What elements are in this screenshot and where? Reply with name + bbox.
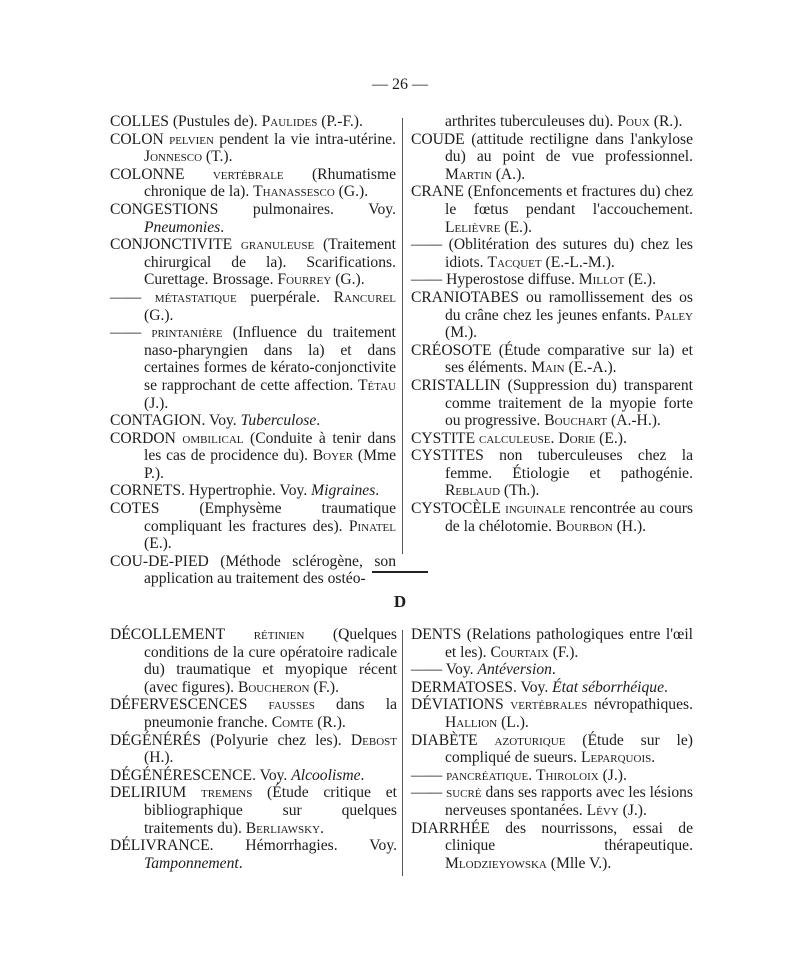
entry-description: non tuberculeuses chez la femme. Étiologie et pathogénie. bbox=[445, 447, 693, 482]
entry-headword: —— bbox=[411, 766, 443, 784]
entry-author: Reblaud bbox=[445, 482, 501, 500]
entry-author: Martin bbox=[445, 165, 492, 183]
entry-description: arthrites tuberculeuses du). bbox=[445, 113, 618, 130]
index-entry bbox=[110, 784, 397, 837]
entry-description: dans la pneumonie franche. bbox=[144, 696, 397, 731]
entry-author: Jonnesco bbox=[144, 148, 203, 166]
entry-author: Courtaix bbox=[490, 643, 549, 661]
column-divider bbox=[402, 118, 403, 554]
entry-initials: (L.). bbox=[497, 713, 529, 731]
entry-headword: DÉLIVRANCE bbox=[110, 837, 210, 855]
entry-initials: (J.). bbox=[144, 394, 169, 412]
entry-description: (Étude sur le) compliqué de sueurs. bbox=[445, 731, 693, 767]
index-column-left-bottom bbox=[110, 626, 397, 872]
index-entry bbox=[110, 732, 397, 767]
entry-qualifier: azoturique bbox=[477, 731, 566, 749]
entry-headword: CYSTOCÈLE bbox=[411, 500, 501, 518]
index-entry bbox=[110, 236, 396, 289]
index-entry bbox=[411, 430, 693, 448]
entry-headword: CONTAGION bbox=[110, 412, 202, 430]
entry-author: Lelièvre bbox=[445, 218, 501, 236]
entry-description: pendent la vie intra-utérine. bbox=[213, 130, 396, 148]
entry-headword: CRISTALLIN bbox=[411, 376, 501, 394]
entry-headword: —— bbox=[411, 784, 443, 802]
entry-initials: (E.). bbox=[500, 218, 532, 236]
index-entry bbox=[411, 271, 693, 289]
entry-initials: (F.). bbox=[548, 643, 579, 661]
entry-headword: COUDE bbox=[411, 130, 465, 148]
entry-description: (Pustules de). bbox=[168, 113, 262, 130]
index-entry bbox=[110, 430, 396, 483]
entry-description: pulmonaires. Voy. bbox=[218, 200, 396, 218]
entry-qualifier: pelvien bbox=[163, 130, 214, 148]
entry-description: . Voy. bbox=[252, 766, 292, 784]
entry-qualifier: printanière bbox=[141, 324, 223, 342]
index-entry bbox=[411, 784, 693, 819]
index-entry bbox=[110, 500, 396, 553]
entry-headword: DIARRHÉE bbox=[411, 819, 490, 837]
index-entry bbox=[110, 553, 396, 588]
entry-qualifier: ombilical bbox=[175, 429, 244, 447]
entry-headword: CONGESTIONS bbox=[110, 200, 219, 218]
entry-cross-reference: État séborrhéique bbox=[552, 678, 665, 696]
index-entry bbox=[110, 767, 397, 785]
entry-description: Voy. bbox=[442, 661, 478, 679]
entry-qualifier: métastatique bbox=[141, 288, 237, 306]
entry-description: des nourrissons, essai de clinique thérapeutique. bbox=[445, 819, 693, 855]
entry-description: dans ses rapports avec les lésions nerveuses spontanées. bbox=[445, 784, 693, 819]
entry-initials: (A.-H.). bbox=[607, 412, 661, 430]
section-separator bbox=[372, 571, 428, 573]
entry-headword: CYSTITES bbox=[411, 447, 484, 465]
entry-initials: . bbox=[220, 218, 225, 236]
index-entry bbox=[411, 289, 693, 342]
index-entry bbox=[110, 696, 397, 731]
entry-author: Boyer bbox=[312, 447, 354, 465]
index-entry bbox=[411, 626, 693, 661]
entry-description: (Étude comparative sur la) et ses éléments. bbox=[445, 341, 693, 377]
entry-headword: COLLES bbox=[110, 113, 169, 130]
entry-headword: DIABÈTE bbox=[411, 731, 478, 749]
entry-headword: DENTS bbox=[411, 626, 462, 643]
entry-headword: CORNETS bbox=[110, 482, 182, 500]
index-entry bbox=[110, 113, 396, 131]
entry-description: (Emphysème traumatique compliquant les fractures des). bbox=[144, 500, 396, 535]
index-column-right-top bbox=[411, 113, 693, 535]
entry-headword: CYSTITE bbox=[411, 429, 476, 447]
index-column-right-bottom bbox=[411, 626, 693, 872]
index-entry bbox=[110, 201, 396, 236]
index-entry bbox=[411, 820, 693, 873]
entry-author: Pinatel bbox=[348, 517, 396, 535]
entry-initials: (R.). bbox=[649, 113, 683, 130]
index-entry bbox=[110, 626, 397, 696]
entry-description: (Polyurie chez les). bbox=[200, 731, 351, 749]
entry-author: Poux bbox=[617, 113, 650, 130]
entry-initials: (R.). bbox=[313, 713, 346, 731]
entry-description: (Rhumatisme chronique de la). bbox=[144, 165, 396, 201]
entry-headword: CRANE bbox=[411, 183, 464, 201]
entry-cross-reference: Pneumonies bbox=[144, 218, 221, 236]
entry-headword: COLONNE bbox=[110, 165, 185, 183]
entry-qualifier: tremens bbox=[186, 784, 253, 802]
entry-author: Debost bbox=[350, 731, 397, 749]
entry-author: Paley bbox=[655, 306, 693, 324]
entry-initials: (H.). bbox=[144, 749, 174, 767]
entry-author: Mlodzieyowska bbox=[445, 854, 547, 872]
entry-description: Hyperostose diffuse. bbox=[442, 271, 579, 289]
entry-initials: (E.). bbox=[595, 429, 627, 447]
index-entry bbox=[110, 837, 397, 872]
entry-author: Fourrey bbox=[277, 271, 332, 289]
entry-cross-reference: Migraines bbox=[311, 482, 376, 500]
entry-author: Boucheron bbox=[237, 678, 310, 696]
entry-description: ou ramollissement des os du crâne chez les jeunes enfants. bbox=[445, 288, 693, 324]
index-entry bbox=[411, 500, 693, 535]
entry-headword: DÉGÉNÉRESCENCE bbox=[110, 766, 253, 784]
entry-initials: (T.). bbox=[202, 148, 233, 166]
entry-initials: . bbox=[320, 819, 324, 837]
entry-initials: (E.). bbox=[624, 271, 657, 289]
entry-initials: (J.). bbox=[598, 766, 627, 784]
entry-author: Thiroloix bbox=[536, 766, 599, 784]
index-entry bbox=[110, 289, 396, 324]
entry-headword: DELIRIUM bbox=[110, 784, 187, 802]
entry-qualifier: pancréatique bbox=[442, 766, 529, 784]
entry-headword: —— bbox=[411, 661, 443, 679]
entry-description: . bbox=[550, 429, 559, 447]
entry-headword: DÉCOLLEMENT bbox=[110, 626, 226, 643]
entry-headword: DÉGÉNÉRÉS bbox=[110, 731, 201, 749]
entry-cross-reference: Tamponnement bbox=[144, 854, 239, 872]
entry-qualifier: sucré bbox=[442, 784, 482, 802]
index-entry bbox=[411, 767, 693, 785]
entry-headword: COU-DE-PIED bbox=[110, 552, 209, 570]
entry-initials: (M.). bbox=[445, 324, 478, 342]
entry-initials: (E.-A.). bbox=[564, 359, 617, 377]
entry-initials: (H.). bbox=[612, 517, 647, 535]
entry-headword: —— bbox=[110, 288, 142, 306]
entry-headword: DÉFERVESCENCES bbox=[110, 696, 248, 714]
entry-initials: . bbox=[375, 482, 380, 500]
entry-description: (Étude critique et bibliographique sur quelques traitements du). bbox=[144, 784, 397, 837]
index-entry bbox=[411, 342, 693, 377]
entry-description: rencontrée au cours de la chélotomie. bbox=[445, 500, 694, 535]
entry-author: Lévy bbox=[586, 801, 619, 819]
entry-initials: . bbox=[664, 678, 668, 696]
entry-author: Millot bbox=[578, 271, 625, 289]
entry-initials: . bbox=[316, 412, 321, 430]
section-letter: D bbox=[393, 592, 407, 611]
entry-headword: CONJONCTIVITE bbox=[110, 236, 233, 254]
entry-cross-reference: Alcoolisme bbox=[291, 766, 361, 784]
index-entry bbox=[110, 166, 396, 201]
entry-description: (Oblitération des sutures du) chez les idiots. bbox=[442, 236, 693, 271]
entry-cross-reference: Tuberculose bbox=[240, 412, 317, 430]
index-entry bbox=[110, 482, 396, 500]
entry-description: (attitude rectiligne dans l'ankylose du) au point de vue professionnel. bbox=[445, 130, 693, 166]
entry-initials: (G.). bbox=[144, 306, 174, 324]
entry-description: . Hémorrhagies. Voy. bbox=[209, 837, 397, 855]
entry-description: (Relations pathologiques entre l'œil et les). bbox=[445, 626, 693, 661]
entry-description: . Voy. bbox=[201, 412, 241, 430]
entry-author: Berliawsky bbox=[245, 819, 321, 837]
entry-initials: . bbox=[238, 854, 243, 872]
entry-description: névropathiques. bbox=[587, 696, 693, 714]
entry-qualifier: calculeuse bbox=[475, 429, 551, 447]
entry-description: (Conduite à tenir dans les cas de procidence du). bbox=[144, 429, 396, 465]
entry-headword: COLON bbox=[110, 130, 164, 148]
entry-initials: (Mlle V.). bbox=[546, 854, 612, 872]
entry-qualifier: fausses bbox=[247, 696, 315, 714]
entry-headword: COTES bbox=[110, 500, 160, 518]
entry-initials: (F.). bbox=[309, 678, 339, 696]
index-entry bbox=[411, 679, 693, 697]
entry-cross-reference: Antéversion bbox=[477, 661, 552, 679]
entry-author: Main bbox=[531, 359, 565, 377]
index-entry bbox=[411, 113, 693, 131]
entry-author: Paulides bbox=[261, 113, 318, 130]
entry-initials: (G.). bbox=[334, 183, 369, 201]
index-entry bbox=[110, 412, 396, 430]
entry-author: Leparquois bbox=[580, 749, 652, 767]
entry-author: Comte bbox=[271, 713, 314, 731]
entry-qualifier: inguinale bbox=[500, 500, 566, 518]
entry-headword: —— bbox=[411, 236, 443, 254]
entry-qualifier: rétinien bbox=[225, 626, 305, 643]
entry-initials: (E.). bbox=[144, 535, 172, 553]
entry-initials: (E.-L.-M.). bbox=[541, 253, 615, 271]
entry-author: Bouchart bbox=[544, 412, 608, 430]
index-column-left-top bbox=[110, 113, 396, 588]
entry-headword: —— bbox=[110, 324, 142, 342]
entry-initials: (A.). bbox=[491, 165, 526, 183]
entry-qualifier: vertébrale bbox=[184, 165, 284, 183]
entry-headword: CRÉOSOTE bbox=[411, 341, 492, 359]
entry-author: Thanassesco bbox=[253, 183, 335, 201]
entry-initials: (J.). bbox=[618, 801, 647, 819]
index-entry bbox=[411, 183, 693, 236]
column-divider bbox=[402, 630, 403, 876]
entry-headword: DÉVIATIONS bbox=[411, 696, 504, 714]
entry-description: puerpérale. bbox=[236, 288, 334, 306]
index-entry bbox=[411, 236, 693, 271]
entry-description: (Suppression du) transparent comme traitement de la myopie forte ou progressive. bbox=[445, 376, 693, 430]
index-entry bbox=[110, 324, 396, 412]
entry-description: . bbox=[528, 766, 536, 784]
entry-author: Tétau bbox=[358, 376, 396, 394]
entry-description: (Influence du traitement naso-pharyngien dans la) et dans certaines formes de kérato-conjonctivite se rapprochant de cette affection. bbox=[144, 324, 396, 394]
page-number: — 26 — bbox=[372, 76, 428, 93]
entry-description: . Voy. bbox=[512, 678, 553, 696]
entry-author: Dorie bbox=[558, 429, 596, 447]
index-entry bbox=[411, 131, 693, 184]
entry-headword: DERMATOSES bbox=[411, 678, 513, 696]
entry-description: (Enfoncements et fractures du) chez le fœtus pendant l'accouchement. bbox=[445, 183, 693, 218]
entry-author: Rancurel bbox=[333, 288, 396, 306]
entry-initials: . bbox=[551, 661, 556, 679]
entry-description: (Quelques conditions de la cure opératoire radicale du) traumatique et myopique récent (avec figures). bbox=[144, 626, 397, 696]
entry-initials: (Mme P.). bbox=[144, 447, 396, 482]
entry-qualifier: vertébrales bbox=[503, 696, 588, 714]
entry-qualifier: granuleuse bbox=[232, 236, 315, 254]
entry-initials: (Th.). bbox=[500, 482, 540, 500]
index-entry bbox=[411, 377, 693, 430]
entry-author: Bourbon bbox=[555, 517, 613, 535]
entry-headword: CORDON bbox=[110, 429, 176, 447]
entry-initials: (G.). bbox=[331, 271, 365, 289]
entry-description: (Traitement chirurgical de la). Scarifications. Curettage. Brossage. bbox=[144, 236, 397, 289]
index-entry bbox=[411, 661, 693, 679]
index-entry bbox=[411, 696, 693, 731]
entry-author: Tacquet bbox=[487, 253, 542, 271]
index-entry bbox=[411, 447, 693, 500]
index-entry bbox=[411, 732, 693, 767]
entry-description: . Hypertrophie. Voy. bbox=[181, 482, 312, 500]
entry-headword: CRANIOTABES bbox=[411, 288, 519, 306]
entry-initials: (P.-F.). bbox=[317, 113, 363, 130]
entry-initials: . bbox=[360, 766, 365, 784]
entry-initials: . bbox=[651, 749, 656, 767]
entry-author: Hallion bbox=[445, 713, 498, 731]
entry-description: (Méthode sclérogène, son application au traitement des ostéo- bbox=[144, 552, 396, 588]
entry-headword: —— bbox=[411, 271, 443, 289]
index-entry bbox=[110, 131, 396, 166]
